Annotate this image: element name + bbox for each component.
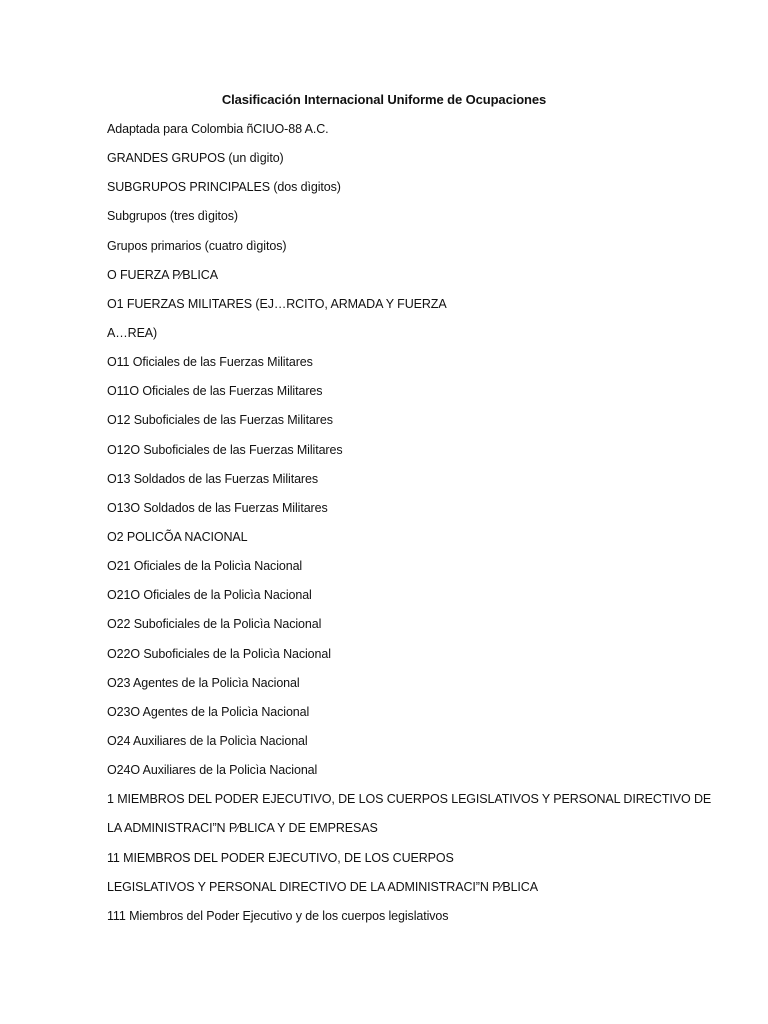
document-line: LEGISLATIVOS Y PERSONAL DIRECTIVO DE LA ADMINISTRACI”N P⁄BLICA	[107, 879, 538, 894]
document-line: O24O Auxiliares de la Policìa Nacional	[107, 763, 318, 778]
document-line: O23 Agentes de la Policìa Nacional	[107, 675, 300, 690]
document-line: O FUERZA P⁄BLICA	[107, 267, 218, 282]
document-line: O22O Suboficiales de la Policìa Nacional	[107, 646, 331, 661]
document-line: O24 Auxiliares de la Policìa Nacional	[107, 733, 308, 748]
document-line: O21 Oficiales de la Policìa Nacional	[107, 559, 303, 574]
document-line: GRANDES GRUPOS (un dìgito)	[107, 151, 284, 166]
document-line: O22 Suboficiales de la Policìa Nacional	[107, 617, 322, 632]
document-line: O12 Suboficiales de las Fuerzas Militares	[107, 413, 333, 428]
document-line: O21O Oficiales de la Policìa Nacional	[107, 588, 312, 603]
document-body	[107, 119, 712, 935]
document-line: O1 FUERZAS MILITARES (EJ…RCITO, ARMADA Y FUERZA	[107, 296, 447, 311]
document-line: Grupos primarios (cuatro dìgitos)	[107, 238, 287, 253]
document-line: 1 MIEMBROS DEL PODER EJECUTIVO, DE LOS CUERPOS LEGISLATIVOS Y PERSONAL DIRECTIVO DE	[107, 792, 712, 807]
document-line: A…REA)	[107, 325, 158, 340]
document-line: O13 Soldados de las Fuerzas Militares	[107, 471, 318, 486]
document-line: LA ADMINISTRACI”N P⁄BLICA Y DE EMPRESAS	[107, 821, 378, 836]
document-line: O23O Agentes de la Policìa Nacional	[107, 704, 310, 719]
document-line: SUBGRUPOS PRINCIPALES (dos dìgitos)	[107, 180, 341, 195]
document-line: O13O Soldados de las Fuerzas Militares	[107, 500, 328, 515]
document-line: O11O Oficiales de las Fuerzas Militares	[107, 384, 323, 399]
document-line: Subgrupos (tres dìgitos)	[107, 209, 238, 224]
document-line: 111 Miembros del Poder Ejecutivo y de los cuerpos legislativos	[107, 908, 449, 923]
document-title: Clasificación Internacional Uniforme de Ocupaciones	[221, 92, 547, 107]
document-line: O12O Suboficiales de las Fuerzas Militares	[107, 442, 343, 457]
document-line: O2 POLICÕA NACIONAL	[107, 529, 248, 544]
document-line: O11 Oficiales de las Fuerzas Militares	[107, 355, 313, 370]
document-line: 11 MIEMBROS DEL PODER EJECUTIVO, DE LOS CUERPOS	[107, 850, 454, 865]
document-line: Adaptada para Colombia ñCIUO-88 A.C.	[107, 122, 329, 136]
